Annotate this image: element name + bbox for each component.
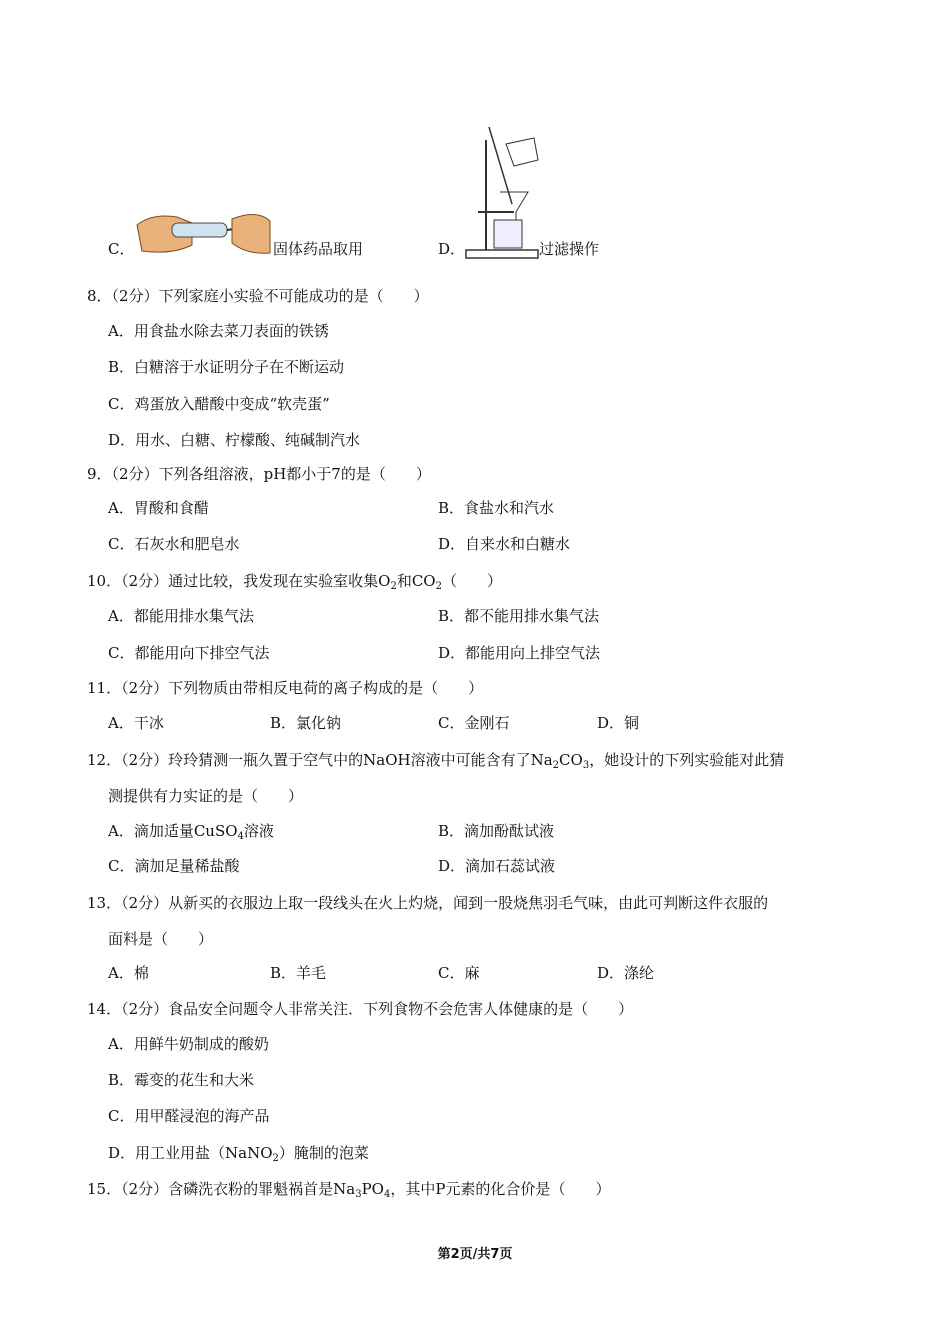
- q12-stem-text: ，她设计的下列实验能对此猜: [589, 751, 785, 769]
- subscript: 3: [582, 760, 590, 771]
- subscript: 2: [552, 760, 560, 771]
- q13-option-b: B．羊毛: [270, 964, 327, 982]
- q10-option-c: C．都能用向下排空气法: [108, 644, 270, 662]
- filtration-apparatus-figure: [464, 124, 539, 260]
- page-footer: 第2页/共7页: [437, 1247, 513, 1262]
- q9-option-d: D．自来水和白糖水: [438, 535, 571, 553]
- q12-option-c: C．滴加足量稀盐酸: [108, 857, 240, 875]
- q10-stem-text: 10．（2分）通过比较，我发现在实验室收集O: [87, 572, 391, 590]
- q14-option-a: A．用鲜牛奶制成的酸奶: [108, 1035, 269, 1053]
- q13-option-d: D．涤纶: [597, 964, 655, 982]
- q15-stem-text: 15．（2分）含磷洗衣粉的罪魁祸首是Na: [87, 1180, 356, 1198]
- q10-stem-text: 和CO: [396, 572, 436, 590]
- subscript: 2: [272, 1153, 279, 1164]
- q9-stem: 9．（2分）下列各组溶液，pH都小于7的是（ ）: [87, 465, 431, 483]
- q8-option-a: A．用食盐水除去菜刀表面的铁锈: [108, 322, 329, 340]
- q13-stem: 13．（2分）从新买的衣服边上取一段线头在火上灼烧，闻到一股烧焦羽毛气味，由此可判断这件衣服的: [87, 894, 769, 912]
- option-text: ）腌制的泡菜: [278, 1144, 369, 1162]
- q7-option-d-text: 过滤操作: [539, 240, 600, 258]
- q14-option-d: [108, 1143, 369, 1163]
- q10-option-a: A．都能用排水集气法: [108, 607, 254, 625]
- q11-stem: 11．（2分）下列物质由带相反电荷的离子构成的是（ ）: [87, 679, 484, 697]
- q10-stem-text: （ ）: [441, 572, 502, 590]
- q8-option-c: C．鸡蛋放入醋酸中变成“软壳蛋”: [108, 395, 330, 413]
- q11-option-a: A．干冰: [108, 714, 164, 732]
- q10-option-b: B．都不能用排水集气法: [438, 607, 600, 625]
- q12-stem-text: CO: [559, 751, 583, 769]
- q11-option-b: B．氯化钠: [270, 714, 342, 732]
- q15-stem: [87, 1179, 610, 1199]
- q12-option-a: [108, 821, 274, 841]
- subscript: 4: [237, 831, 244, 842]
- q8-option-d: D．用水、白糖、柠檬酸、纯碱制汽水: [108, 431, 361, 449]
- q7-option-c-text: 固体药品取用: [273, 240, 364, 258]
- q13-stem-line2: 面料是（ ）: [108, 930, 214, 948]
- subscript: 2: [390, 581, 397, 592]
- q11-option-d: D．铜: [597, 714, 640, 732]
- subscript: 3: [355, 1189, 362, 1200]
- option-text: 溶液: [243, 822, 274, 840]
- q7-option-c-label: C．: [108, 240, 135, 258]
- q9-option-b: B．食盐水和汽水: [438, 499, 555, 517]
- subscript: 4: [383, 1189, 391, 1200]
- q12-option-d: D．滴加石蕊试液: [438, 857, 556, 875]
- q11-option-c: C．金刚石: [438, 714, 510, 732]
- q13-option-c: C．麻: [438, 964, 480, 982]
- q14-option-b: B．霉变的花生和大米: [108, 1071, 255, 1089]
- q8-option-b: B．白糖溶于水证明分子在不断运动: [108, 358, 345, 376]
- q9-option-a: A．胃酸和食醋: [108, 499, 209, 517]
- q12-option-b: B．滴加酚酞试液: [438, 822, 555, 840]
- option-text: A．滴加适量CuSO: [108, 822, 238, 840]
- q8-stem: 8．（2分）下列家庭小实验不可能成功的是（ ）: [87, 287, 429, 305]
- solid-drug-handling-figure: [132, 205, 272, 257]
- q7-option-d-label: D．: [438, 240, 466, 258]
- q14-stem: 14．（2分）食品安全问题令人非常关注．下列食物不会危害人体健康的是（ ）: [87, 1000, 634, 1018]
- q9-option-c: C．石灰水和肥皂水: [108, 535, 240, 553]
- q12-stem-text: 12．（2分）玲玲猜测一瓶久置于空气中的NaOH溶液中可能含有了Na: [87, 751, 553, 769]
- q10-option-d: D．都能用向上排空气法: [438, 644, 601, 662]
- q12-stem: [87, 750, 784, 770]
- option-text: D．用工业用盐（NaNO: [108, 1144, 273, 1162]
- q15-stem-text: PO: [361, 1180, 384, 1198]
- q14-option-c: C．用甲醛浸泡的海产品: [108, 1107, 270, 1125]
- subscript: 2: [435, 581, 442, 592]
- q12-stem-line2: 测提供有力实证的是（ ）: [108, 787, 304, 805]
- q13-option-a: A．棉: [108, 964, 149, 982]
- q10-stem: [87, 571, 502, 591]
- q15-stem-text: ，其中P元素的化合价是（ ）: [390, 1180, 611, 1198]
